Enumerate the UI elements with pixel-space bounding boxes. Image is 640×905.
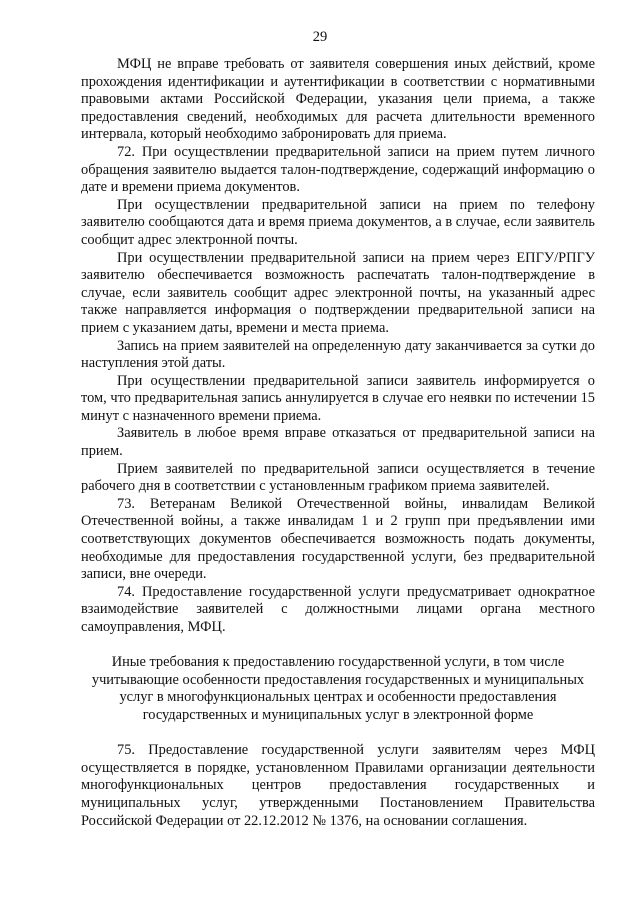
paragraph-75: 75. Предоставление государственной услуги заявителям через МФЦ осуществляется в порядке, установленном Правилами организации деятельности многофункциональных центров предоставления государственных и муниципальных услуг, утвержденными Постановлением Правительства Российской Федерации от 22.12.2012 № 1376, на основании соглашения. xyxy=(81,742,595,829)
page-number: 29 xyxy=(312,29,328,45)
paragraph-reception-schedule: Прием заявителей по предварительной записи осуществляется в течение рабочего дня в соответствии с установленным графиком приема заявителей. xyxy=(81,460,595,495)
paragraph-epgu-booking: При осуществлении предварительной записи на прием через ЕПГУ/РПГУ заявителю обеспечивается возможность распечатать талон-подтверждение в случае, если заявитель сообщит адрес электронной почты, на указанный адрес также направляется информация о подтверждении предварительной записи на прием с указанием даты, времени и места приема. xyxy=(81,249,595,336)
paragraph-phone-booking: При осуществлении предварительной записи на прием по телефону заявителю сообщаются дата и время приема документов, а в случае, если заявитель сообщит адрес электронной почты. xyxy=(81,196,595,248)
paragraph-73: 73. Ветеранам Великой Отечественной войны, инвалидам Великой Отечественной войны, а также инвалидам 1 и 2 групп при предъявлении ими соответствующих документов обеспечивается возможность подать документы, необходимые для предоставления государственной услуги, без предварительной записи, вне очереди. xyxy=(81,495,595,583)
paragraph-74: 74. Предоставление государственной услуги предусматривает однократное взаимодействие заявителей с должностными лицами органа местного самоуправления, МФЦ. xyxy=(81,583,595,635)
paragraph-applicant-refusal: Заявитель в любое время вправе отказаться от предварительной записи на прием. xyxy=(81,425,595,460)
paragraph-booking-cancellation: При осуществлении предварительной записи заявитель информируется о том, что предварительная запись аннулируется в случае его неявки по истечении 15 минут с назначенного времени приема. xyxy=(81,372,595,424)
paragraph-mfc-restrictions: МФЦ не вправе требовать от заявителя совершения иных действий, кроме прохождения идентификации и аутентификации в соответствии с нормативными правовыми актами Российской Федерации, указания цели приема, а также предоставления сведений, необходимых для расчета длительности временного интервала, который необходимо забронировать для приема. xyxy=(81,56,595,143)
paragraph-booking-deadline: Запись на прием заявителей на определенную дату заканчивается за сутки до наступления этой даты. xyxy=(81,337,595,372)
paragraph-72: 72. При осуществлении предварительной записи на прием путем личного обращения заявителю выдается талон-подтверждение, содержащий информацию о дате и времени приема документов. xyxy=(81,143,595,196)
section-heading: Иные требования к предоставлению государственной услуги, в том числе учитывающие особенности предоставления государственных и муниципальных услуг в многофункциональных центрах и особенности предоставления государственных и муниципальных услуг в электронной форме xyxy=(91,654,585,723)
document-body xyxy=(81,56,595,830)
